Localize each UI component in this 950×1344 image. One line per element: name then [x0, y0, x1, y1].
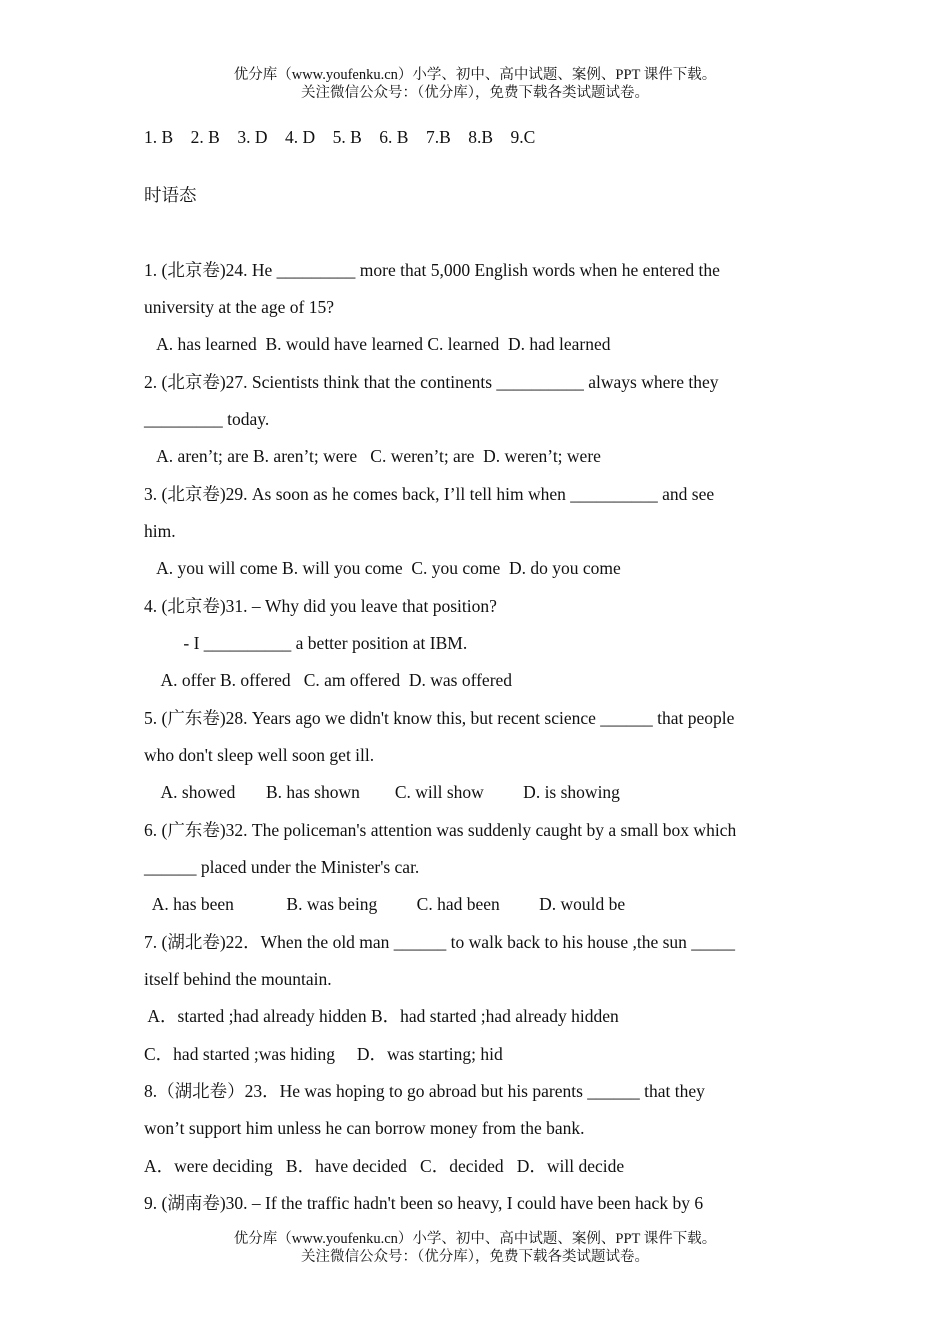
- question-8-options: A．were deciding B．have decided C．decided D．will decide: [144, 1156, 625, 1176]
- question-7-options-cont: C．had started ;was hiding D．was starting; hid: [144, 1044, 503, 1064]
- question-9-stem: 9. (湖南卷)30. – If the traffic hadn't been so heavy, I could have been hack by 6: [144, 1193, 704, 1213]
- question-8-stem-cont: won’t support him unless he can borrow money from the bank.: [144, 1118, 585, 1138]
- question-2-stem-cont: _________ today.: [144, 409, 270, 429]
- question-1-stem-cont: university at the age of 15?: [144, 297, 335, 317]
- question-6-stem-cont: ______ placed under the Minister's car.: [144, 857, 420, 877]
- question-6-stem: 6. (广东卷)32. The policeman's attention was suddenly caught by a small box which: [144, 820, 737, 840]
- question-5-options: A. showed B. has shown C. will show D. is showing: [144, 782, 620, 802]
- question-5-stem-cont: who don't sleep well soon get ill.: [144, 745, 375, 765]
- question-2-options: A. aren’t; are B. aren’t; were C. weren’t; are D. weren’t; were: [144, 446, 601, 466]
- footer-line-2: 关注微信公众号：（优分库），免费下载各类试题试卷。: [301, 1249, 649, 1265]
- question-2-stem: 2. (北京卷)27. Scientists think that the continents __________ always where they: [144, 372, 719, 392]
- question-4-stem: 4. (北京卷)31. – Why did you leave that position?: [144, 596, 497, 616]
- question-3-options: A. you will come B. will you come C. you come D. do you come: [144, 558, 621, 578]
- footer-line-1: 优分库（www.youfenku.cn）小学、初中、高中试题、案例、PPT 课件下载。: [233, 1231, 717, 1247]
- section-title: 时语态: [144, 185, 197, 205]
- header-line-1: 优分库（www.youfenku.cn）小学、初中、高中试题、案例、PPT 课件下载。: [233, 67, 717, 83]
- answer-key: 1. B 2. B 3. D 4. D 5. B 6. B 7.B 8.B 9.C: [144, 127, 536, 147]
- question-5-stem: 5. (广东卷)28. Years ago we didn't know this, but recent science ______ that people: [144, 708, 735, 728]
- question-4-options: A. offer B. offered C. am offered D. was offered: [144, 670, 513, 690]
- page-footer: [0, 1230, 950, 1266]
- question-7-stem: 7. (湖北卷)22．When the old man ______ to walk back to his house ,the sun _____: [144, 932, 736, 952]
- question-3-stem-cont: him.: [144, 521, 176, 541]
- question-1-options: A. has learned B. would have learned C. learned D. had learned: [144, 334, 611, 354]
- question-8-stem: 8.（湖北卷）23．He was hoping to go abroad but his parents ______ that they: [144, 1081, 705, 1101]
- question-4-stem-cont: - I __________ a better position at IBM.: [144, 633, 468, 653]
- header-line-2: 关注微信公众号：（优分库），免费下载各类试题试卷。: [301, 85, 649, 101]
- page-header: [0, 66, 950, 102]
- question-7-options: A．started ;had already hidden B．had started ;had already hidden: [144, 1006, 619, 1026]
- question-7-stem-cont: itself behind the mountain.: [144, 969, 332, 989]
- question-1-stem: 1. (北京卷)24. He _________ more that 5,000 English words when he entered the: [144, 260, 720, 280]
- question-6-options: A. has been B. was being C. had been D. would be: [144, 894, 626, 914]
- question-3-stem: 3. (北京卷)29. As soon as he comes back, I’ll tell him when __________ and see: [144, 484, 715, 504]
